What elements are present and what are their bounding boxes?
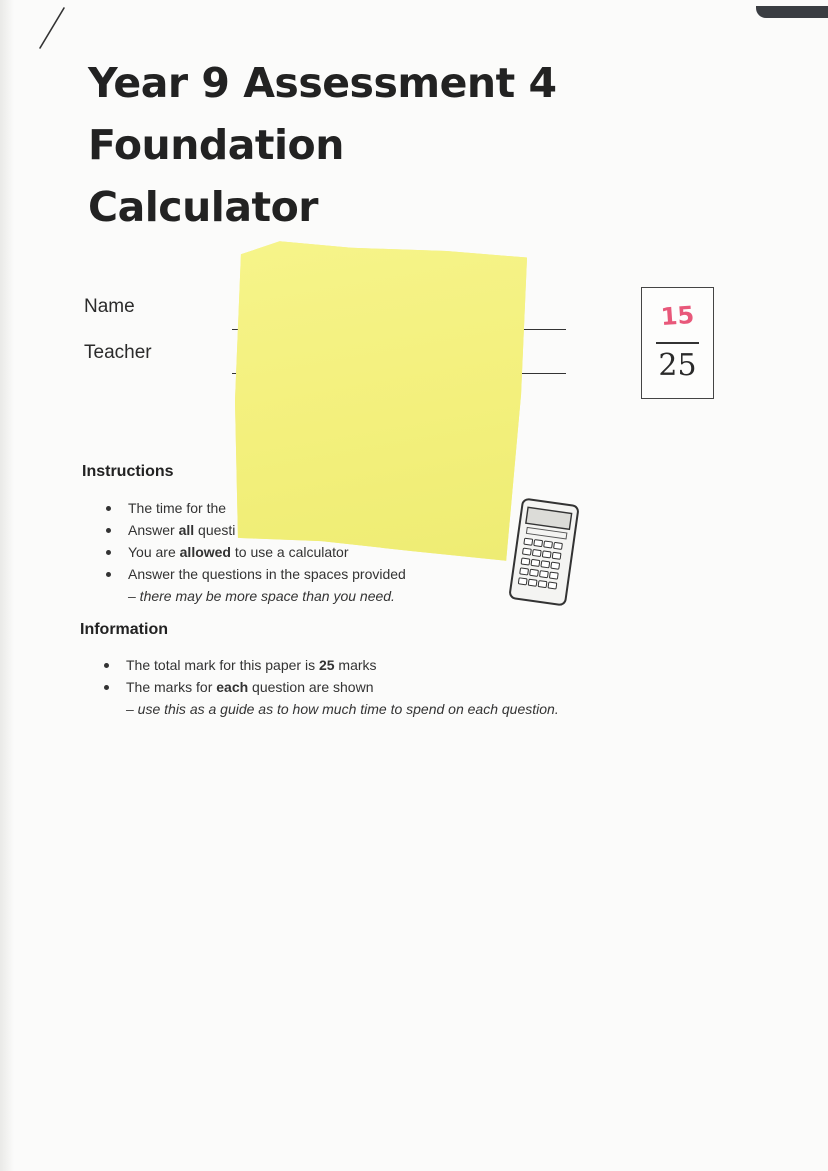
list-item: The total mark for this paper is 25 marks <box>98 654 559 676</box>
score-awarded: 15 <box>659 300 696 332</box>
instructions-heading: Instructions <box>82 463 174 480</box>
calculator-icon <box>508 498 580 606</box>
score-fraction-bar <box>656 342 699 344</box>
sticky-note-redaction <box>232 238 530 564</box>
teacher-label: Teacher <box>84 342 152 363</box>
pen-stroke-mark <box>36 6 68 50</box>
list-item: Answer all questi <box>100 519 406 541</box>
list-item: The time for the <box>100 497 406 519</box>
list-item: The marks for each question are shown <box>98 676 559 698</box>
title-line-2: Foundation <box>88 121 344 169</box>
list-item: You are allowed to use a calculator <box>100 541 406 563</box>
page-title <box>88 52 556 238</box>
title-line-3: Calculator <box>88 183 319 231</box>
page-edge-shadow <box>0 0 14 1171</box>
score-box <box>641 287 714 399</box>
instructions-note: – there may be more space than you need. <box>128 588 395 604</box>
score-total: 25 <box>658 348 697 383</box>
information-note: – use this as a guide as to how much time to spend on each question. <box>126 701 559 717</box>
information-list <box>98 654 559 720</box>
information-heading: Information <box>80 621 168 638</box>
scanner-corner-mark <box>756 6 828 18</box>
list-item: Answer the questions in the spaces provided <box>100 563 406 585</box>
title-line-1: Year 9 Assessment 4 <box>88 59 557 107</box>
name-label: Name <box>84 296 135 317</box>
